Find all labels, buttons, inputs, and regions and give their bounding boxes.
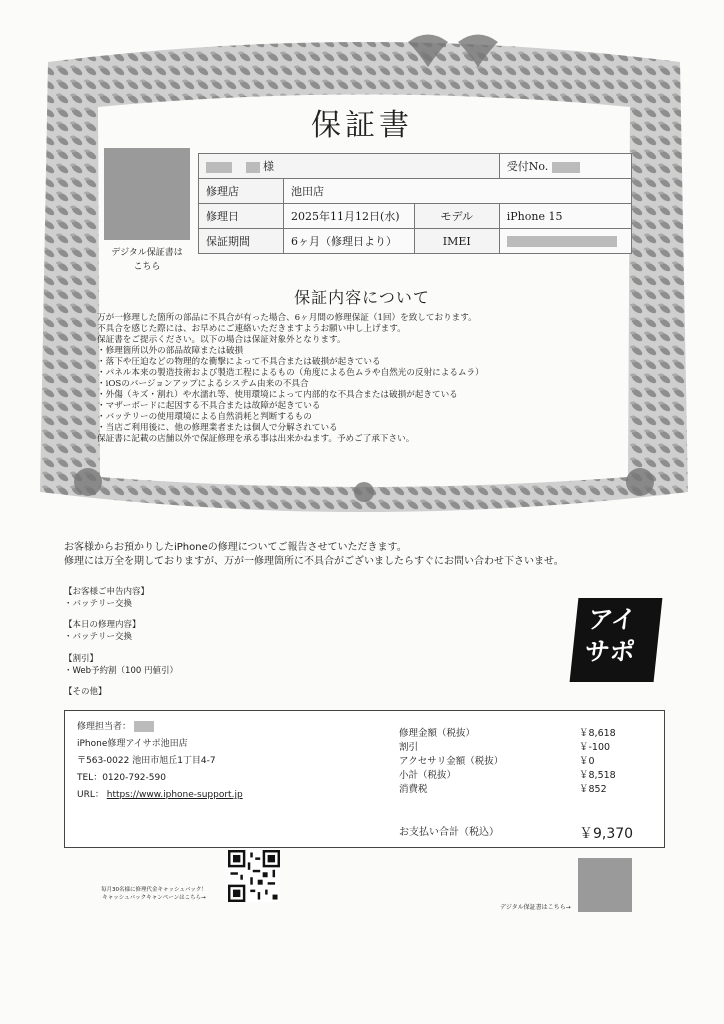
- reception-label: 受付No.: [506, 160, 549, 173]
- shop-tel[interactable]: TEL：0120-792-590: [77, 773, 166, 783]
- caption-line-1: デジタル保証書は: [111, 248, 183, 258]
- staff-label: 修理担当者：: [77, 722, 132, 732]
- digital-warranty-qr[interactable]: [104, 148, 190, 240]
- logo-line-2: サポ: [583, 637, 637, 666]
- model-value: iPhone 15: [499, 204, 631, 229]
- shop-address: 〒563-0022 池田市旭丘1丁目4-7: [77, 756, 216, 766]
- request-title: 【お客様ご申告内容】: [64, 587, 150, 597]
- warranty-terms: [97, 313, 627, 445]
- total-value: ￥9,370: [579, 826, 634, 842]
- price-label: 修理金額（税抜）: [399, 728, 476, 739]
- notice-line-1: お客様からお預かりしたiPhoneの修理についてご報告させていただきます。: [64, 542, 407, 553]
- price-value: ￥852: [579, 784, 607, 795]
- campaign-line-2: キャッシュバックキャンペーンはこちら→: [102, 895, 206, 901]
- price-label: 消費税: [399, 784, 428, 795]
- price-value: ￥8,618: [579, 728, 616, 739]
- shop-info: [77, 719, 243, 804]
- price-label: アクセサリ金額（税抜）: [399, 756, 504, 767]
- shop-name: iPhone修理アイサポ池田店: [77, 739, 188, 749]
- redacted-name-2: [246, 162, 260, 173]
- imei-label: IMEI: [414, 229, 499, 254]
- redacted-staff: [134, 721, 154, 732]
- terms-line: 不具合を感じた際には、お早めにご連絡いただきますようお願い申し上げます。: [97, 324, 406, 334]
- shop-url-link[interactable]: https://www.iphone-support.jp: [106, 790, 243, 800]
- discount-section: [64, 653, 178, 677]
- price-label: 割引: [399, 742, 419, 753]
- redacted-name: [206, 162, 232, 173]
- terms-line: 保証書に記載の店舗以外で保証修理を承る事は出来かねます。予めご了承下さい。: [97, 434, 415, 444]
- request-section: [64, 586, 149, 610]
- terms-line: ・バッテリーの使用環境による自然消耗と判断するもの: [97, 412, 312, 422]
- price-row: [399, 783, 639, 797]
- other-title: 【その他】: [64, 687, 107, 697]
- logo-line-1: アイ: [586, 605, 638, 634]
- price-row: [399, 741, 639, 755]
- terms-line: 万が一修理した箇所の部品に不具合が有った場合、6ヶ月間の修理保証（1回）を致しております。: [97, 313, 477, 323]
- shop-value: 池田店: [284, 179, 632, 204]
- redacted-imei: [507, 236, 617, 247]
- today-title: 【本日の修理内容】: [64, 620, 141, 630]
- redacted-reception: [552, 162, 580, 173]
- price-value: ￥-100: [579, 742, 611, 753]
- notice-line-2: 修理には万全を期しておりますが、万が一修理箇所に不具合がございましたらすぐにお問い合わせ下さいませ。: [64, 556, 564, 567]
- digital-warranty-qr-bottom[interactable]: [578, 858, 632, 912]
- discount-title: 【割引】: [64, 654, 99, 664]
- price-label: 小計（税抜）: [399, 770, 457, 781]
- price-value: ￥8,518: [579, 770, 616, 781]
- other-section: [64, 686, 107, 698]
- customer-suffix: 様: [263, 160, 274, 173]
- reception-cell: [499, 154, 631, 179]
- price-value: ￥0: [579, 756, 595, 767]
- terms-line: ・修理箇所以外の部品故障または破損: [97, 346, 244, 356]
- staff-line: [77, 719, 243, 736]
- repair-notice: [64, 541, 684, 569]
- url-line: [77, 787, 243, 804]
- period-label: 保証期間: [199, 229, 284, 254]
- warranty-info-table: [198, 153, 632, 254]
- url-label: URL：: [77, 790, 104, 800]
- price-row: [399, 755, 639, 769]
- terms-line: 保証書をご提示ください。以下の場合は保証対象外となります。: [97, 335, 346, 345]
- customer-cell: [199, 154, 500, 179]
- terms-line: ・落下や圧迫などの物理的な衝撃によって不具合または破損が起きている: [97, 357, 381, 367]
- campaign-line-1: 毎月30名様に修理代金キャッシュバック！: [101, 887, 207, 893]
- price-list: [399, 727, 639, 797]
- cashback-campaign: [92, 886, 216, 902]
- campaign-qr-code[interactable]: [228, 850, 280, 902]
- today-section: [64, 619, 141, 643]
- content-title: 保証内容について: [294, 288, 430, 307]
- terms-line: ・iOSのバージョンアップによるシステム由来の不具合: [97, 379, 309, 389]
- period-value: 6ヶ月（修理日より）: [284, 229, 415, 254]
- date-value: 2025年11月12日(水): [284, 204, 415, 229]
- digital-warranty-bottom-caption: デジタル保証書はこちら→: [500, 904, 571, 911]
- total-label: お支払い合計（税込）: [399, 827, 499, 838]
- terms-line: ・マザーボードに起因する不具合または故障が起きている: [97, 401, 321, 411]
- date-label: 修理日: [199, 204, 284, 229]
- price-row: [399, 769, 639, 783]
- shop-label: 修理店: [199, 179, 284, 204]
- caption-line-2: こちら: [133, 262, 161, 272]
- isapo-logo: [570, 598, 663, 682]
- model-label: モデル: [414, 204, 499, 229]
- imei-value: [499, 229, 631, 254]
- terms-line: ・外傷（キズ・割れ）や水濡れ等、使用環境によって内部的な不具合または破損が起きている: [97, 390, 458, 400]
- document-title: 保証書: [311, 108, 413, 143]
- terms-line: ・当店ご利用後に、他の修理業者または個人で分解されている: [97, 423, 338, 433]
- request-item: ・バッテリー交換: [64, 599, 133, 609]
- terms-line: ・パネル本来の製造技術および製造工程によるもの（角度による色ムラや自然光の反射によるムラ）: [97, 368, 484, 378]
- price-row: [399, 727, 639, 741]
- digital-warranty-caption: [98, 246, 196, 274]
- today-item: ・バッテリー交換: [64, 632, 133, 642]
- total-row: [399, 823, 639, 843]
- invoice-box: [64, 710, 665, 848]
- discount-item: ・Web予約割（100 円値引）: [64, 666, 178, 676]
